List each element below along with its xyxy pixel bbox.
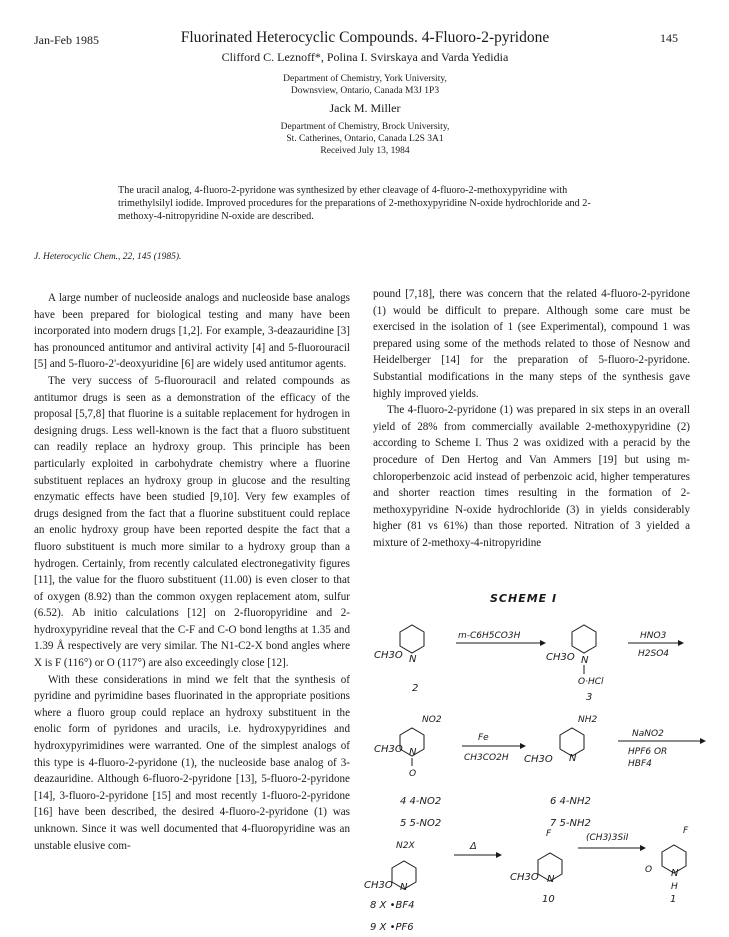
n-oxide-hcl-label: O·HCl [578, 677, 604, 687]
scheme-row-1 [374, 625, 684, 703]
compound-label-9: 9 X •PF6 [370, 922, 414, 933]
affiliation-york [110, 73, 620, 97]
compound-label-4: 4 4-NO2 [400, 796, 442, 807]
ring-nitrogen-label: N [400, 882, 408, 893]
reagent-label: (CH3)3SiI [586, 833, 629, 843]
ring-nitrogen-label: N [409, 747, 417, 758]
affiliation-line: Downsview, Ontario, Canada M3J 1P3 [290, 86, 440, 96]
affiliation-line: Department of Chemistry, Brock University, [280, 122, 450, 132]
nh-hydrogen-label: H [671, 882, 678, 892]
arrow-head [520, 743, 526, 749]
compound-label-2: 2 [412, 683, 419, 694]
compound-label-7: 7 5-NH2 [550, 818, 591, 829]
scheme-title: SCHEME I [490, 592, 558, 605]
reagent-label: HPF6 OR [628, 747, 668, 757]
methoxy-label: CH3O [510, 872, 539, 883]
ring-nitrogen-label: N [409, 654, 417, 665]
pyridine-ring-3 [572, 625, 596, 653]
page-number: 145 [660, 31, 678, 45]
article-title: Fluorinated Heterocyclic Compounds. 4-Fluoro-2-pyridone [180, 29, 550, 46]
body-paragraph: With these considerations in mind we felt that the synthesis of pyridine and pyrimidine bases fluorinated in the appropriate positions where a fluoro group could replace an hydroxy substituent in the enolic form of pyridones and uracils, i.e. hydroxypyridines and hydroxypyrimidines were warranted. One of the simplest analogs of this type is 4-fluoro-2-pyridone (1), the nucleoside base analog of 3-deazauridine. Although 6-fluoro-2-pyridone [13], 5-fluoro-2-pyridone [14], 3-fluoro-2-pyridone [15] and most recently 1-fluoro-2-pyridone [16] have been described, the desired 4-fluoro-2-pyridone (1) was unknown. Since it was well documented that 4-fluoropyridine was an unstable elusive com- [34, 673, 350, 852]
left-column [34, 290, 350, 854]
citation-line: J. Heterocyclic Chem., 22, 145 (1985). [34, 252, 182, 262]
arrow-head [700, 738, 706, 744]
abstract: The uracil analog, 4-fluoro-2-pyridone was synthesized by ether cleavage of 4-fluoro-2-methoxypyridine with trimethylsilyl iodide. Improved procedures for the preparations of 2-methoxypyridine N-oxide hydrochloride and 2-methoxy-4-nitropyridine N-oxide are described. [118, 185, 591, 222]
scheme-row-3 [364, 826, 689, 933]
reagent-label: NaNO2 [632, 729, 664, 739]
methoxy-label: CH3O [364, 880, 393, 891]
compound-label-10: 10 [542, 894, 555, 905]
heat-symbol: Δ [470, 841, 477, 852]
methoxy-label: CH3O [374, 744, 403, 755]
fluoro-label: F [683, 826, 689, 836]
author-list: Clifford C. Leznoff*, Polina I. Svirskaya and Varda Yedidia [221, 50, 509, 64]
compound-label-3: 3 [586, 692, 593, 703]
reagent-label: HNO3 [640, 631, 667, 641]
journal-issue-date: Jan-Feb 1985 [34, 33, 99, 47]
body-paragraph: The very success of 5-fluorouracil and related compounds as antitumor drugs is seen as a demonstration of the efficacy of the proposal [5,7,8] that fluorine is a suitable replacement for hydrogen in designing drugs. Less well-known is the fact that a fluoro substituent can readily replace an hydroxy group. This principle has been particularly exploited in carbohydrate chemistry where a fluorine substituent replaces an hydroxy group in glucose and the resulting enzymatic effects have been studied [9,10]. Very few examples of drugs designed from the fact that a fluorine substituent could replace an enolic hydroxy group have been reported despite the fact that a fluoro substituent is much more similar to a hydroxy group than a hydrogen. Certainly, from recently calculated electronegativity figures [11], the value for the fluoro substituent (11.00) is even closer to that of oxygen (8.92) than the common oxygen replacement atom, sulfur (6.52). Ab initio calculations [12] on 2-fluoropyridine and 2-hydroxypyridine reveal that the C-F and C-O bond lengths at 1.35 and 1.39 Å respectively are very similar. The N1-C2-X bond angles where X is F (116°) or O (117°) are also exceedingly close [12]. [34, 374, 350, 670]
affiliation-line: St. Catherines, Ontario, Canada L2S 3A1 [286, 134, 444, 144]
second-author: Jack M. Miller [329, 101, 401, 115]
arrow-head [678, 640, 684, 646]
body-paragraph: pound [7,18], there was concern that the related 4-fluoro-2-pyridone (1) would be difficult to prepare. Although some care must be exercised in the isolation of 1 (see Experimental), compound 1 was prepared using some of the methods related to those of Nesnow and Heidelberger [14] for the preparation of 5-fluoro-2-pyridone. Substantial modifications in the many steps of the synthesis gave highly improved yields. [373, 288, 690, 400]
pyridine-ring-2 [400, 625, 424, 653]
nitro-label: NO2 [422, 715, 442, 725]
oxide-label: O [409, 769, 417, 779]
body-paragraph: The 4-fluoro-2-pyridone (1) was prepared in six steps in an overall yield of 28% from commercially available 2-methoxypyridine (2) according to Scheme I. Thus 2 was oxidized with a peracid by the procedure of Den Hertog and Van Ammers [19] but using m-chloroperbenzoic acid instead of perbenzoic acid, higher temperatures and shorter reaction times resulting in the formation of 2-methoxypyridine N-oxide hydrochloride (3) in yields considerably higher (81 vs 61%) than those reported. Nitration of 3 yielded a mixture of 2-methoxy-4-nitropyridine [373, 404, 690, 549]
carbonyl-oxygen-label: O [645, 865, 653, 875]
methoxy-label: CH3O [524, 754, 553, 765]
compound-label-1: 1 [670, 894, 677, 905]
arrow-head [496, 852, 502, 858]
reagent-label: m-C6H5CO3H [458, 631, 521, 641]
pyridine-ring-6-7 [560, 728, 584, 756]
affiliation-brock [110, 121, 620, 157]
ring-nitrogen-label: N [581, 655, 589, 666]
body-paragraph: A large number of nucleoside analogs and nucleoside base analogs have been prepared for biological testing and many have been incorporated into modern drugs [1,2]. For example, 3-deazauridine [3] has pronounced antitumor and antiviral activity [4] and 5-fluorouracil [5] and 5-fluoro-2'-deoxyuridine [6] are widely used antitumor agents. [34, 292, 350, 371]
ring-nitrogen-label: N [671, 868, 679, 879]
amino-label: NH2 [578, 715, 598, 725]
methoxy-label: CH3O [546, 652, 575, 663]
scheme-row-2 [374, 715, 706, 829]
reaction-scheme [360, 608, 729, 937]
ring-nitrogen-label: N [547, 874, 555, 885]
arrow-head [540, 640, 546, 646]
diazonium-label: N2X [396, 841, 415, 851]
methoxy-label: CH3O [374, 650, 403, 661]
reagent-label: CH3CO2H [464, 753, 509, 763]
affiliation-line: Department of Chemistry, York University, [283, 74, 447, 84]
right-column [373, 286, 690, 552]
reagent-label: H2SO4 [638, 649, 670, 659]
reagent-label: Fe [478, 733, 489, 743]
received-date: Received July 13, 1984 [320, 146, 410, 156]
reagent-label: HBF4 [628, 759, 652, 769]
fluoro-label: F [546, 829, 552, 839]
ring-nitrogen-label: N [569, 753, 577, 764]
compound-label-5: 5 5-NO2 [400, 818, 442, 829]
compound-label-8: 8 X •BF4 [370, 900, 415, 911]
compound-label-6: 6 4-NH2 [550, 796, 591, 807]
arrow-head [640, 845, 646, 851]
